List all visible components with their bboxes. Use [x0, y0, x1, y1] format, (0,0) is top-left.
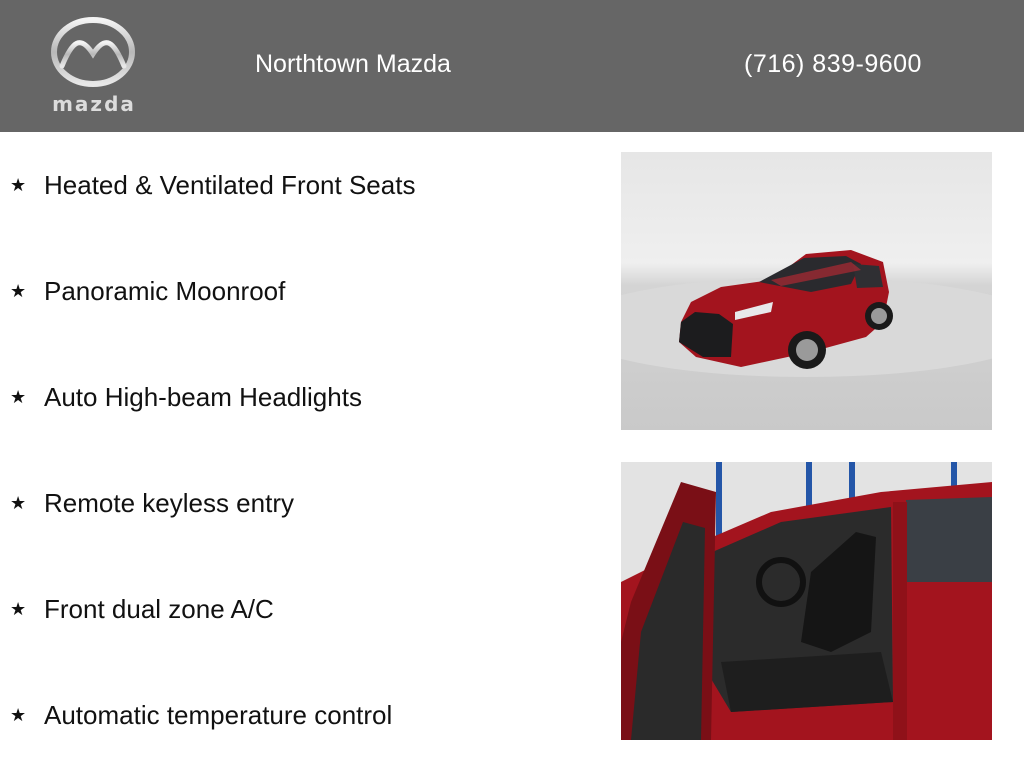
- mazda-emblem-icon: [50, 16, 136, 88]
- star-icon: ★: [10, 704, 27, 726]
- feature-label: Front dual zone A/C: [44, 593, 274, 624]
- feature-label: Panoramic Moonroof: [44, 275, 286, 306]
- mazda-wordmark: mazda: [52, 92, 136, 116]
- star-icon: ★: [10, 386, 27, 408]
- mazda-logo[interactable]: [40, 16, 150, 120]
- dealer-phone[interactable]: (716) 839-9600: [744, 50, 922, 78]
- star-icon: ★: [10, 280, 27, 302]
- feature-item: [10, 589, 274, 629]
- feature-item: [10, 483, 294, 523]
- car-exterior-image: [621, 152, 992, 430]
- feature-label: Automatic temperature control: [44, 699, 393, 730]
- dealer-name: Northtown Mazda: [255, 50, 451, 78]
- feature-item: [10, 377, 362, 417]
- vehicle-interior-photo[interactable]: [621, 462, 992, 740]
- feature-label: Remote keyless entry: [44, 487, 294, 518]
- star-icon: ★: [10, 174, 27, 196]
- feature-label: Heated & Ventilated Front Seats: [44, 169, 416, 200]
- star-icon: ★: [10, 492, 27, 514]
- feature-item: [10, 165, 415, 205]
- star-icon: ★: [10, 598, 27, 620]
- car-interior-image: [621, 462, 992, 740]
- feature-item: [10, 271, 285, 311]
- vehicle-exterior-photo[interactable]: [621, 152, 992, 430]
- feature-item: [10, 695, 392, 735]
- feature-label: Auto High-beam Headlights: [44, 381, 362, 412]
- header-bar: [0, 0, 1024, 132]
